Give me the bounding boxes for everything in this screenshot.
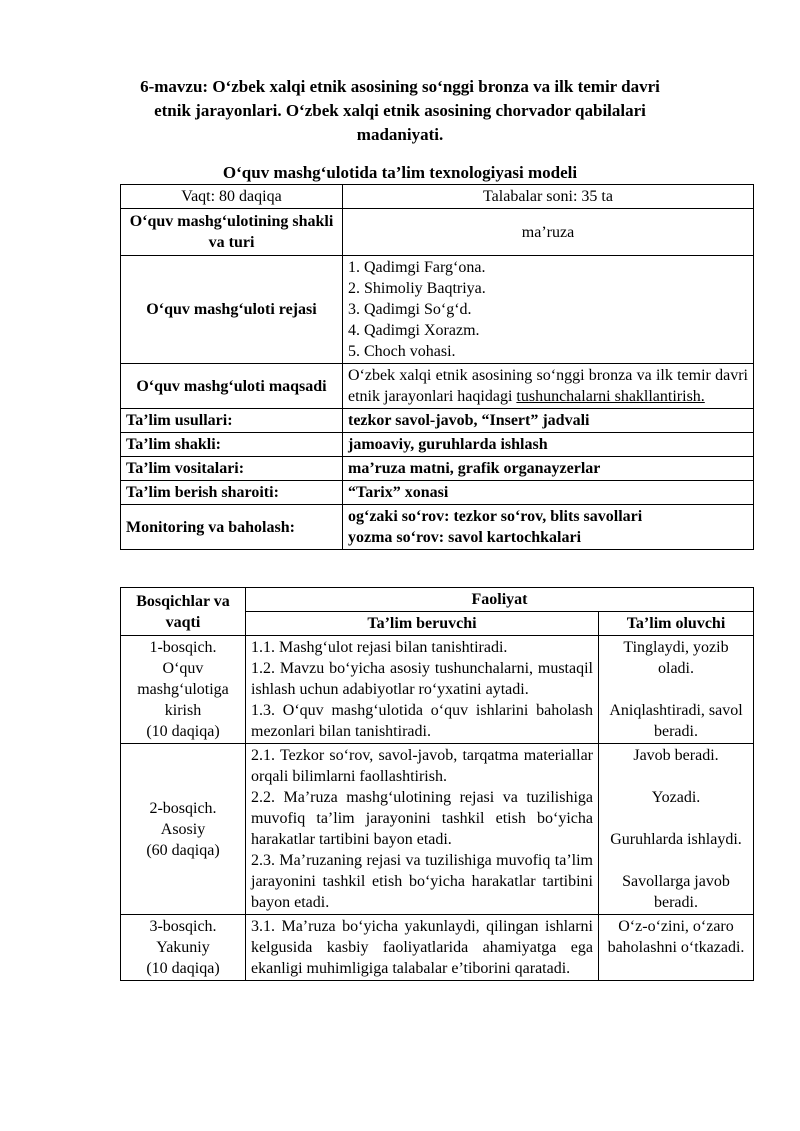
student-cell <box>599 636 754 744</box>
plan-item: 5. Choch vohasi. <box>348 343 456 360</box>
student-cell <box>599 744 754 915</box>
table-row <box>121 457 754 481</box>
conditions-value: “Tarix” xonasi <box>343 481 754 505</box>
student-step: Javob beradi. <box>633 747 719 764</box>
table-row <box>121 185 754 209</box>
student-step: O‘z-o‘zini, o‘zaro baholashni o‘tkazadi. <box>607 918 745 956</box>
time-cell: Vaqt: 80 daqiqa <box>121 185 343 209</box>
table-row <box>121 505 754 550</box>
activity-header: Faoliyat <box>246 588 754 612</box>
table-row <box>121 209 754 256</box>
student-header: Ta’lim oluvchi <box>599 612 754 636</box>
stage-line: 3-bosqich. <box>149 918 217 935</box>
stage-line: mashg‘ulotiga <box>137 681 229 698</box>
title-line-3: madaniyati. <box>356 125 444 144</box>
stage-line: O‘quv <box>162 660 204 677</box>
teacher-step: 2.1. Tezkor so‘rov, savol-javob, tarqatma materiallar orqali bilimlarni faollashtirish. <box>251 747 593 785</box>
teacher-cell <box>246 636 599 744</box>
form-value: ma’ruza <box>343 209 754 256</box>
stages-table <box>120 587 754 981</box>
student-cell <box>599 915 754 981</box>
table-row <box>121 481 754 505</box>
goal-text-cell <box>343 364 754 409</box>
teacher-cell <box>246 744 599 915</box>
table-row <box>121 744 754 915</box>
stage-line: (10 daqiqa) <box>146 960 220 977</box>
monitoring-line: og‘zaki so‘rov: tezkor so‘rov, blits savollari <box>348 508 643 525</box>
tools-label: Ta’lim vositalari: <box>121 457 343 481</box>
form-label: O‘quv mashg‘ulotining shakli va turi <box>121 209 343 256</box>
student-step: Aniqlashtiradi, savol beradi. <box>609 702 743 740</box>
stage-cell <box>121 744 246 915</box>
plan-item: 4. Qadimgi Xorazm. <box>348 322 480 339</box>
table-row <box>121 256 754 364</box>
plan-item: 3. Qadimgi So‘g‘d. <box>348 301 472 318</box>
table-row <box>121 364 754 409</box>
teacher-cell <box>246 915 599 981</box>
form-type-value: jamoaviy, guruhlarda ishlash <box>343 433 754 457</box>
page-title <box>120 75 680 147</box>
title-line-2: etnik jarayonlari. O‘zbek xalqi etnik asosining chorvador qabilalari <box>154 101 646 120</box>
stage-line: (60 daqiqa) <box>146 841 220 859</box>
goal-text: O‘zbek xalqi etnik asosining so‘nggi bronza va ilk temir davri etnik jarayonlari haqidagi <box>348 367 748 405</box>
monitoring-line: yozma so‘rov: savol kartochkalari <box>348 529 582 546</box>
table-row <box>121 636 754 744</box>
model-table <box>120 184 754 550</box>
plan-item: 2. Shimoliy Baqtriya. <box>348 280 486 297</box>
plan-list <box>343 256 754 364</box>
goal-label: O‘quv mashg‘uloti maqsadi <box>121 364 343 409</box>
table-row <box>121 409 754 433</box>
conditions-label: Ta’lim berish sharoiti: <box>121 481 343 505</box>
stage-header: Bosqichlar va vaqti <box>121 588 246 636</box>
methods-label: Ta’lim usullari: <box>121 409 343 433</box>
teacher-step: 2.2. Ma’ruza mashg‘ulotining rejasi va tuzilishiga muvofiq ta’lim jarayonini tashkil etish bo‘yicha harakatlar tartibini bayon etadi. <box>251 789 593 848</box>
teacher-header: Ta’lim beruvchi <box>246 612 599 636</box>
methods-value: tezkor savol-javob, “Insert” jadvali <box>343 409 754 433</box>
plan-label: O‘quv mashg‘uloti rejasi <box>121 256 343 364</box>
teacher-step: 1.2. Mavzu bo‘yicha asosiy tushunchalarni, mustaqil ishlash uchun adabiyotlar ro‘yxatini aytadi. <box>251 660 593 698</box>
plan-item: 1. Qadimgi Farg‘ona. <box>348 259 486 276</box>
title-line-1: 6-mavzu: O‘zbek xalqi etnik asosining so‘nggi bronza va ilk temir davri <box>140 77 660 96</box>
student-step: Guruhlarda ishlaydi. <box>610 831 742 848</box>
stage-line: Asosiy <box>160 820 206 838</box>
monitoring-value <box>343 505 754 550</box>
teacher-step: 3.1. Ma’ruza bo‘yicha yakunlaydi, qilingan ishlarni kelgusida kasbiy faoliyatlarida ahamiyatga ega ekanligi muhimligiga talabalar e’tiborini qaratadi. <box>251 918 593 977</box>
stage-cell <box>121 915 246 981</box>
stage-line: Yakuniy <box>156 939 210 956</box>
goal-text-underlined: tushunchalarni shakllantirish. <box>516 388 705 405</box>
table-row <box>121 433 754 457</box>
student-step: Savollarga javob beradi. <box>622 873 730 911</box>
teacher-step: 2.3. Ma’ruzaning rejasi va tuzilishiga muvofiq ta’lim jarayonini tashkil etish bo‘yicha harakatlar tartibini bayon etadi. <box>251 852 593 911</box>
stage-line: 2-bosqich. <box>149 799 217 817</box>
tools-value: ma’ruza matni, grafik organayzerlar <box>343 457 754 481</box>
stage-line: kirish <box>164 702 202 719</box>
student-step: Tinglaydi, yozib oladi. <box>623 639 729 677</box>
stage-line: (10 daqiqa) <box>146 723 220 740</box>
stage-line: 1-bosqich. <box>149 639 217 656</box>
teacher-step: 1.3. O‘quv mashg‘ulotida o‘quv ishlarini baholash mezonlari bilan tanishtiradi. <box>251 702 593 740</box>
model-title: O‘quv mashg‘ulotida ta’lim texnologiyasi modeli <box>222 163 578 182</box>
student-step: Yozadi. <box>651 789 701 806</box>
stage-cell <box>121 636 246 744</box>
table-row <box>121 915 754 981</box>
monitoring-label: Monitoring va baholash: <box>121 505 343 550</box>
form-type-label: Ta’lim shakli: <box>121 433 343 457</box>
teacher-step: 1.1. Mashg‘ulot rejasi bilan tanishtiradi. <box>251 639 508 656</box>
students-cell: Talabalar soni: 35 ta <box>343 185 754 209</box>
table-row <box>121 588 754 612</box>
